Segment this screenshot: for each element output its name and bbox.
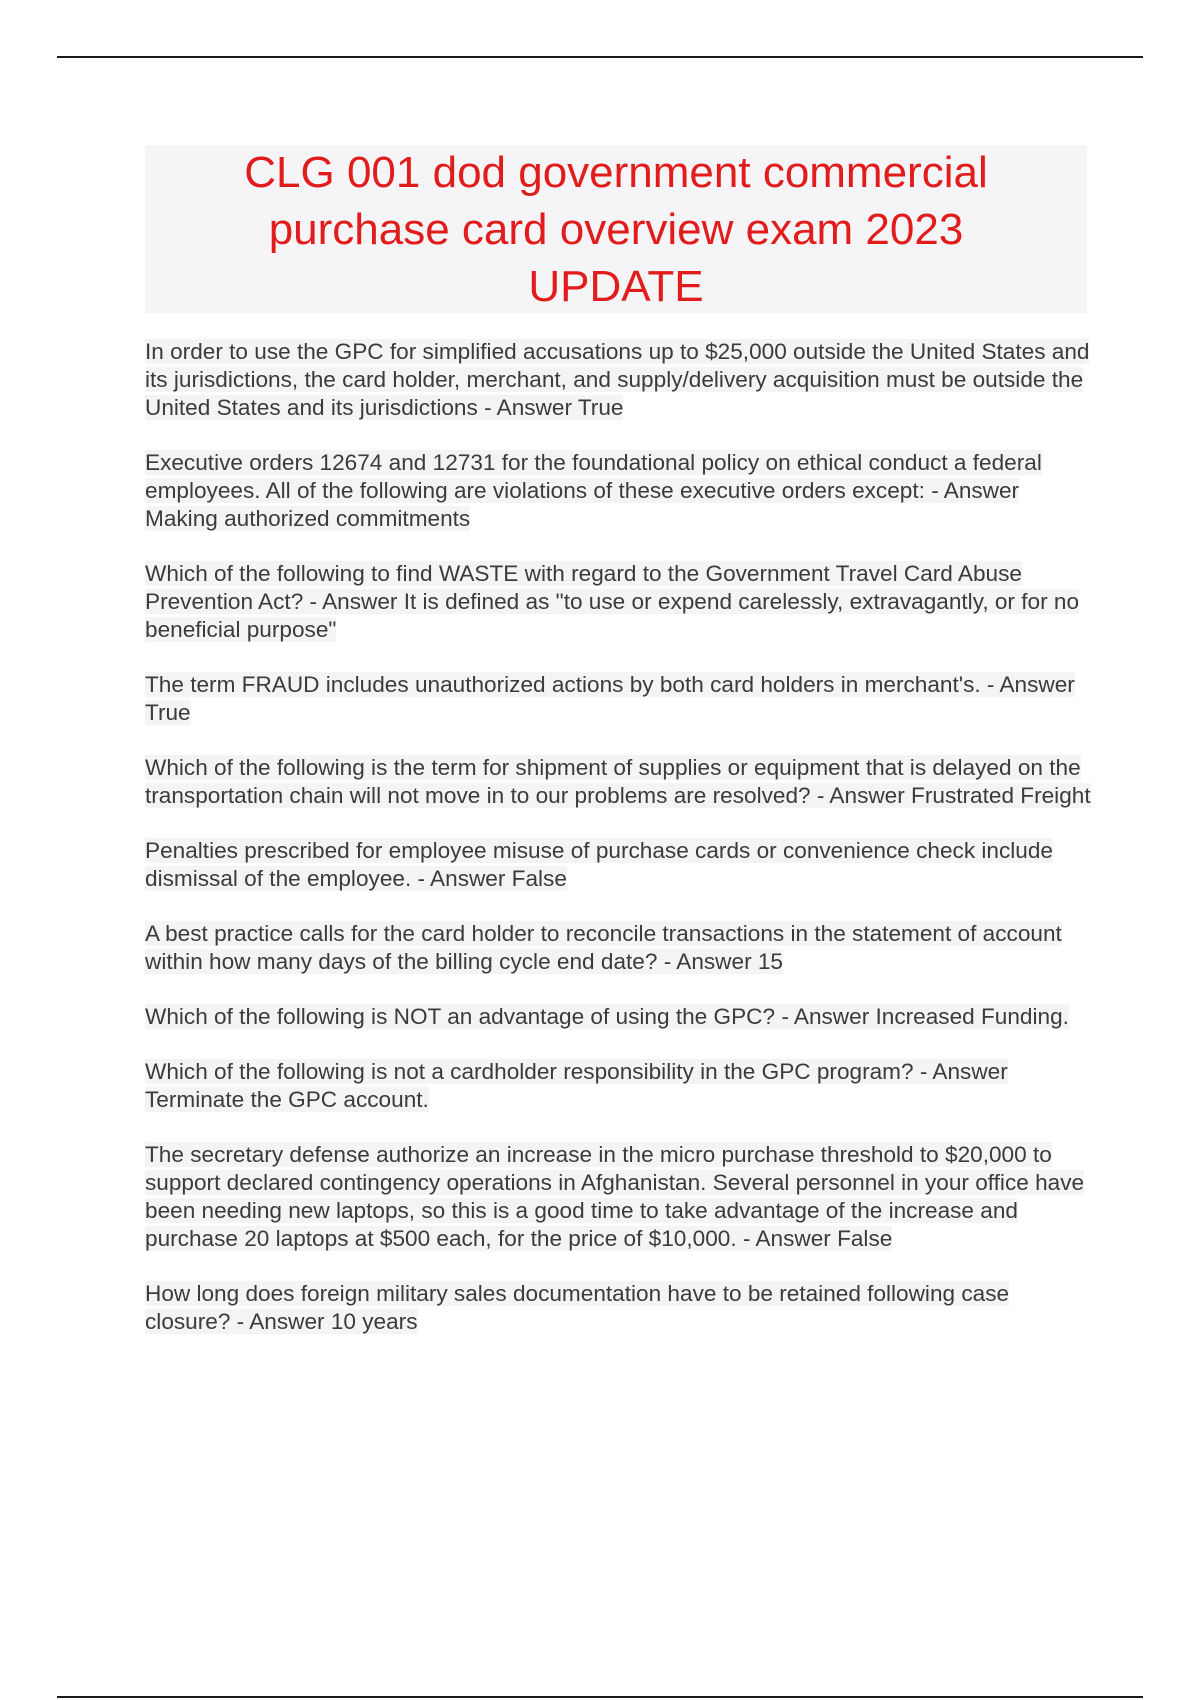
qa-item-3 — [145, 560, 1095, 644]
top-divider — [57, 56, 1143, 58]
question-list — [145, 338, 1095, 1363]
qa-item-1 — [145, 338, 1095, 422]
qa-text: Which of the following is the term for shipment of supplies or equipment that is delayed on the transportation chain will not move in to our problems are resolved? - Answer Frustrated Freight — [145, 755, 1091, 808]
qa-text: Executive orders 12674 and 12731 for the foundational policy on ethical conduct a federal employees. All of the following are violations of these executive orders except: - Answer Making authorized commitments — [145, 450, 1042, 531]
qa-item-8 — [145, 1003, 1095, 1031]
qa-item-11 — [145, 1280, 1095, 1336]
qa-text: Which of the following to find WASTE with regard to the Government Travel Card Abuse Prevention Act? - Answer It is defined as "to use or expend carelessly, extravagantly, or for no beneficial purpose" — [145, 561, 1080, 642]
qa-item-6 — [145, 837, 1095, 893]
qa-text: A best practice calls for the card holder to reconcile transactions in the statement of account within how many days of the billing cycle end date? - Answer 15 — [145, 921, 1062, 974]
document-title: CLG 001 dod government commercial purchase card overview exam 2023 UPDATE — [244, 147, 988, 311]
bottom-divider — [57, 1696, 1143, 1698]
qa-item-7 — [145, 920, 1095, 976]
qa-text: In order to use the GPC for simplified accusations up to $25,000 outside the United States and its jurisdictions, the card holder, merchant, and supply/delivery acquisition must be outside the United States and its jurisdictions - Answer True — [145, 339, 1090, 420]
qa-text: How long does foreign military sales documentation have to be retained following case closure? - Answer 10 years — [145, 1281, 1010, 1334]
qa-item-4 — [145, 671, 1095, 727]
qa-item-5 — [145, 754, 1095, 810]
qa-item-9 — [145, 1058, 1095, 1114]
qa-item-10 — [145, 1141, 1095, 1253]
qa-text: The secretary defense authorize an increase in the micro purchase threshold to $20,000 to support declared contingency operations in Afghanistan. Several personnel in your office have been needing new laptops, so this is a good time to take advantage of the increase and purchase 20 laptops at $500 each, for the price of $10,000. - Answer False — [145, 1142, 1085, 1251]
qa-text: Which of the following is not a cardholder responsibility in the GPC program? - Answer Terminate the GPC account. — [145, 1059, 1008, 1112]
qa-text: Penalties prescribed for employee misuse of purchase cards or convenience check include dismissal of the employee. - Answer False — [145, 838, 1053, 891]
qa-item-2 — [145, 449, 1095, 533]
qa-text: The term FRAUD includes unauthorized actions by both card holders in merchant's. - Answer True — [145, 672, 1075, 725]
title-banner — [145, 145, 1087, 313]
qa-text: Which of the following is NOT an advantage of using the GPC? - Answer Increased Funding. — [145, 1004, 1069, 1029]
